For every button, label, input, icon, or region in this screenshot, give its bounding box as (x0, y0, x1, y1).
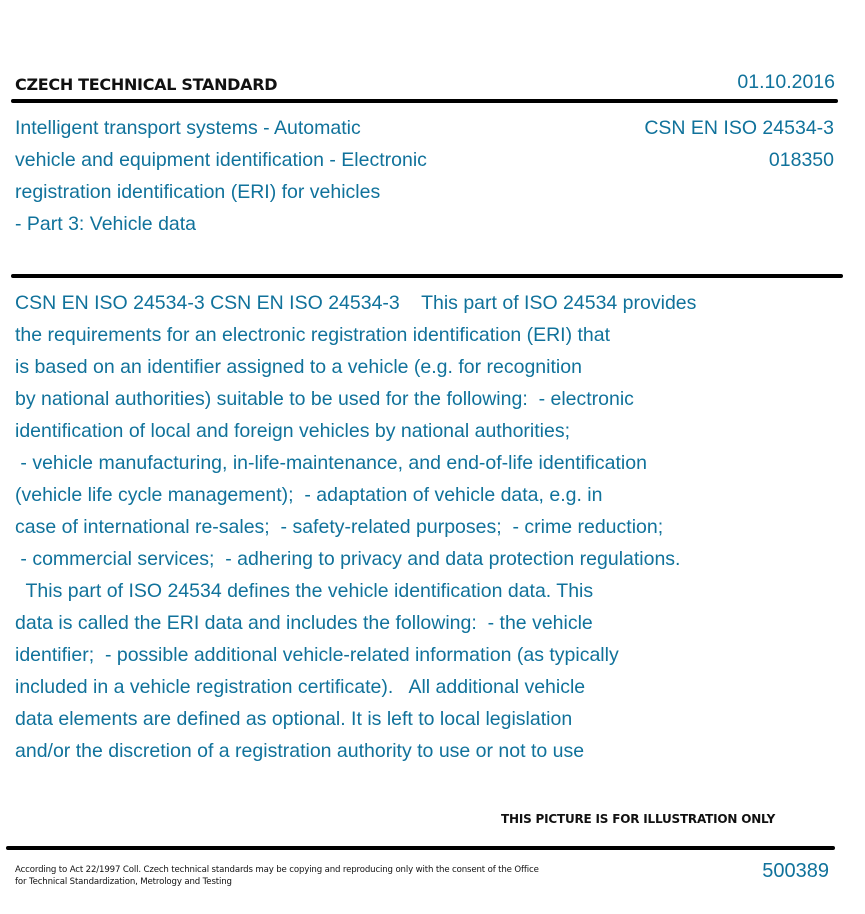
abstract-line: (vehicle life cycle management); - adaptation of vehicle data, e.g. in (15, 484, 603, 506)
abstract-line: by national authorities) suitable to be used for the following: - electronic (15, 388, 634, 410)
abstract-line: data elements are defined as optional. It is left to local legislation (15, 708, 573, 730)
title-divider (11, 274, 843, 278)
abstract-line: CSN EN ISO 24534-3 CSN EN ISO 24534-3 This part of ISO 24534 provides (15, 292, 697, 314)
header-divider (11, 99, 838, 103)
abstract-line: identifier; - possible additional vehicle-related information (as typically (15, 644, 619, 666)
abstract-line: the requirements for an electronic registration identification (ERI) that (15, 324, 611, 346)
abstract-line: included in a vehicle registration certificate). All additional vehicle (15, 676, 586, 698)
abstract-line: - commercial services; - adhering to privacy and data protection regulations. (15, 548, 681, 570)
legal-line: According to Act 22/1997 Coll. Czech technical standards may be copying and reproducing only with the consent of the Office (15, 865, 539, 875)
standard-type-heading: CZECH TECHNICAL STANDARD (15, 75, 278, 94)
footer-divider (6, 846, 835, 850)
abstract-line: - vehicle manufacturing, in-life-maintenance, and end-of-life identification (15, 452, 647, 474)
illustration-notice: THIS PICTURE IS FOR ILLUSTRATION ONLY (501, 812, 776, 826)
title-line: registration identification (ERI) for vehicles (15, 181, 381, 203)
abstract-line: This part of ISO 24534 defines the vehicle identification data. This (15, 580, 594, 602)
abstract-line: data is called the ERI data and includes the following: - the vehicle (15, 612, 593, 634)
abstract-line: case of international re-sales; - safety-related purposes; - crime reduction; (15, 516, 664, 538)
classification-code: 018350 (768, 149, 834, 171)
abstract-line: and/or the discretion of a registration authority to use or not to use (15, 740, 585, 762)
legal-line: for Technical Standardization, Metrology and Testing (15, 877, 232, 887)
abstract-line: identification of local and foreign vehicles by national authorities; (15, 420, 571, 442)
document-code: 500389 (762, 860, 829, 882)
title-line: - Part 3: Vehicle data (15, 213, 197, 235)
publication-date: 01.10.2016 (737, 71, 835, 93)
standard-number: CSN EN ISO 24534-3 (644, 117, 834, 139)
title-line: Intelligent transport systems - Automatic (15, 117, 361, 139)
abstract-line: is based on an identifier assigned to a vehicle (e.g. for recognition (15, 356, 582, 378)
title-line: vehicle and equipment identification - Electronic (15, 149, 427, 171)
